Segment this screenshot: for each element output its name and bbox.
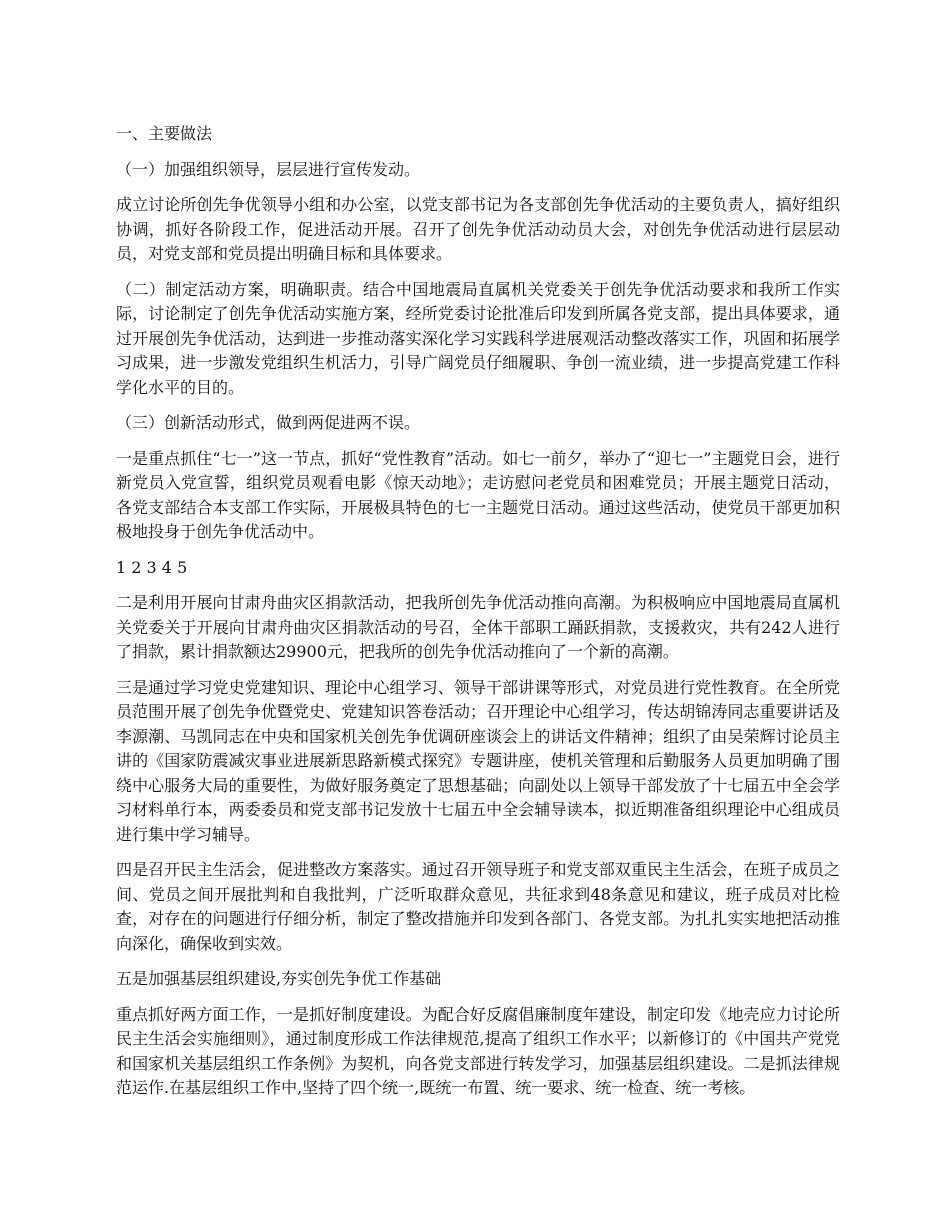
subsection-heading-3: （三）创新活动形式，做到两促进两不误。: [116, 413, 421, 432]
paragraph-democratic-life: 四是召开民主生活会，促进整改方案落实。通过召开领导班子和党支部双重民主生活会，在班子成员之间、党员之间开展批判和自我批判，广泛听取群众意见，共征求到48条意见和建议，班子成员对比检查，对存在的问题进行仔细分析，制定了整改措施并印发到各部门、各党支部。为扎扎实实地把活动推向深化，确保收到实效。: [116, 860, 840, 953]
paragraph-party-study: 三是通过学习党史党建知识、理论中心组学习、领导干部讲课等形式，对党员进行党性教育。在全所党员范围开展了创先争优暨党史、党建知识答卷活动；召开理论中心组学习，传达胡锦涛同志重要讲话及李源潮、马凯同志在中央和国家机关创先争优调研座谈会上的讲话文件精神；组织了由吴荣辉讨论员主讲的《国家防震减灾事业进展新思路新模式探究》专题讲座，使机关管理和后勤服务人员更加明确了围绕中心服务大局的重要性，为做好服务奠定了思想基础；向副处以上领导干部发放了十七届五中全会学习材料单行本，两委委员和党支部书记发放十七届五中全会辅导读本，拟近期准备组织理论中心组成员进行集中学习辅导。: [116, 677, 840, 844]
paragraph-activity-plan: （二）制定活动方案，明确职责。结合中国地震局直属机关党委关于创先争优活动要求和我所工作实际，讨论制定了创先争优活动实施方案，经所党委讨论批准后印发到所属各党支部，提出具体要求，通过开展创先争优活动，达到进一步推动落实深化学习实践科学进展观活动整改落实工作，巩固和拓展学习成果，进一步激发党组织生机活力，引导广阔党员仔细履职、争创一流业绩，进一步提高党建工作科学化水平的目的。: [116, 279, 840, 397]
paragraph-july-first: 一是重点抓住“七一”这一节点，抓好“党性教育”活动。如七一前夕，举办了“迎七一”主题党日会，进行新党员入党宣誓，组织党员观看电影《惊天动地》；走访慰问老党员和困难党员；开展主题党日活动，各党支部结合本支部工作实际，开展极具特色的七一主题党日活动。通过这些活动，使党员干部更加积极地投身于创先争优活动中。: [116, 448, 840, 541]
subsection-heading-1: （一）加强组织领导，层层进行宣传发动。: [116, 159, 421, 179]
paragraph-grassroots: 重点抓好两方面工作，一是抓好制度建设。为配合好反腐倡廉制度年建设，制定印发《地壳应力讨论所民主生活会实施细则》，通过制度形成工作法律规范,提高了组织工作水平；以新修订的《中国共产党党和国家机关基层组织工作条例》为契机，向各党支部进行转发学习，加强基层组织建设。二是抓法律规范运作.在基层组织工作中,坚持了四个统一,既统一布置、统一要求、统一检查、统一考核。: [116, 1004, 840, 1097]
paragraph-leadership: 成立讨论所创先争优领导小组和办公室，以党支部书记为各支部创先争优活动的主要负责人，搞好组织协调，抓好各阶段工作，促进活动开展。召开了创先争优活动动员大会，对创先争优活动进行层层动员，对党支部和党员提出明确目标和具体要求。: [116, 195, 840, 263]
paragraph-donation: 二是利用开展向甘肃舟曲灾区捐款活动，把我所创先争优活动推向高潮。为积极响应中国地震局直属机关党委关于开展向甘肃舟曲灾区捐款活动的号召，全体干部职工踊跃捐款，支援救灾，共有242人进行了捐款，累计捐款额达29900元，把我所的创先争优活动推向了一个新的高潮。: [116, 593, 840, 661]
page-numbers: 1 2 3 4 5: [116, 557, 188, 577]
subheading-grassroots: 五是加强基层组织建设,夯实创先争优工作基础: [116, 969, 442, 988]
section-heading: 一、主要做法: [116, 124, 213, 143]
document-body: [116, 122, 840, 1112]
